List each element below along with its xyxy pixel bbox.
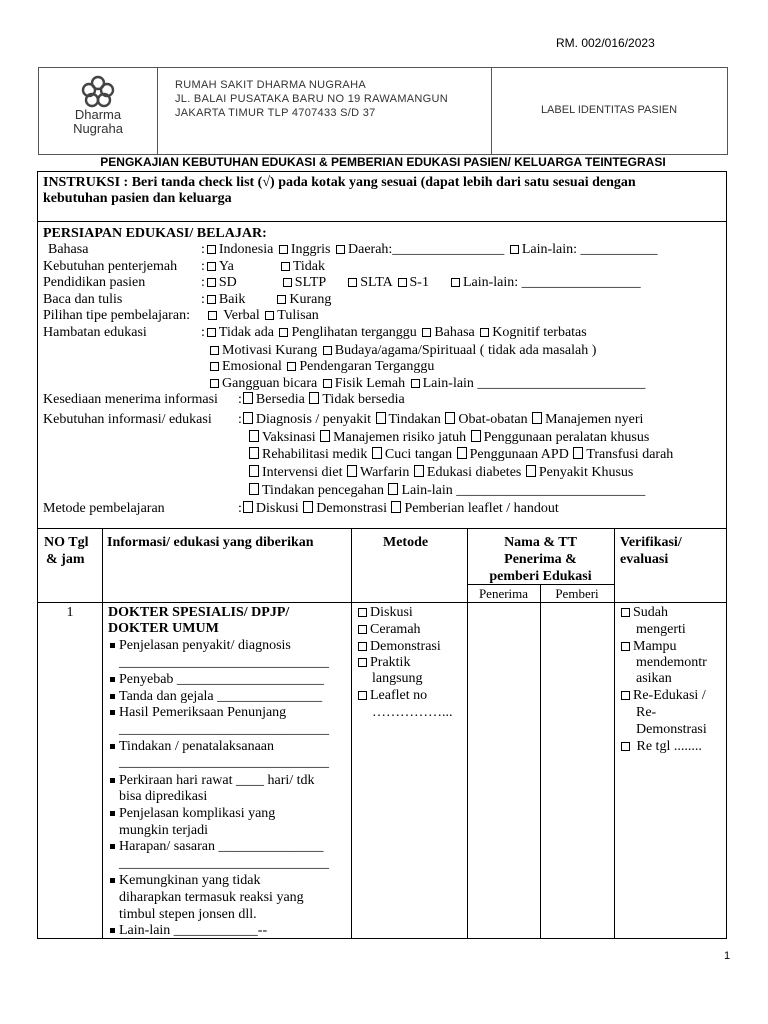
checkbox-icon[interactable] xyxy=(358,625,367,634)
checkbox-icon[interactable] xyxy=(265,311,274,320)
metode-item: Ceramah xyxy=(356,622,421,638)
checkbox-icon[interactable] xyxy=(249,447,259,459)
th-no-1: NO Tgl xyxy=(44,535,89,550)
metode-options: : Diskusi Demonstrasi Pemberian leaflet / handout xyxy=(238,501,559,516)
metode-label: Metode pembelajaran xyxy=(43,501,165,516)
th-info: Informasi/ edukasi yang diberikan xyxy=(107,535,314,550)
tipe-label: Pilihan tipe pembelajaran: xyxy=(43,308,190,323)
th-no-2: & jam xyxy=(46,552,85,567)
bahasa-label: Bahasa xyxy=(48,242,89,257)
hambatan-row-1: : Tidak ada Penglihatan terganggu Bahasa Kognitif terbatas xyxy=(201,325,587,340)
info-item: Tindakan / penatalaksanaan xyxy=(110,739,274,755)
metode-item-cont: langsung xyxy=(372,671,423,686)
metode-item: Demonstrasi xyxy=(356,639,441,655)
pendidikan-label: Pendidikan pasien xyxy=(43,275,146,290)
checkbox-icon[interactable] xyxy=(279,328,288,337)
checkbox-icon[interactable] xyxy=(457,447,467,459)
record-number: RM. 002/016/2023 xyxy=(556,36,655,50)
info-item: Hasil Pemeriksaan Penunjang xyxy=(110,705,286,721)
info-item: Penjelasan penyakit/ diagnosis xyxy=(110,638,291,654)
col-line-1 xyxy=(102,528,103,938)
verif-item-cont: mendemontr xyxy=(636,655,707,670)
checkbox-icon[interactable] xyxy=(510,245,519,254)
prep-title: PERSIAPAN EDUKASI/ BELAJAR: xyxy=(43,226,267,241)
penerjemah-label: Kebutuhan penterjemah xyxy=(43,259,178,274)
hospital-name: RUMAH SAKIT DHARMA NUGRAHA xyxy=(175,79,366,91)
info-item: Lain-lain ____________-- xyxy=(110,923,267,939)
checkbox-icon[interactable] xyxy=(303,501,313,513)
instruction-line-2: kebutuhan pasien dan keluarga xyxy=(43,191,232,206)
divider-table-header xyxy=(38,528,726,529)
metode-item: Praktik xyxy=(356,655,410,671)
metode-item: Diskusi xyxy=(356,605,413,621)
info-item-line: ______________________________ xyxy=(119,755,329,770)
info-item-cont: diharapkan termasuk reaksi yang xyxy=(119,890,304,905)
kebutuhan-row-2: Vaksinasi Manajemen risiko jatuh Penggunaan peralatan khusus xyxy=(248,430,649,446)
verif-item: Sudah xyxy=(619,605,668,621)
checkbox-icon[interactable] xyxy=(358,608,367,617)
divider-table-row xyxy=(38,602,726,603)
th-nama-2: Penerima & xyxy=(504,552,577,567)
checkbox-icon[interactable] xyxy=(208,311,217,320)
checkbox-icon[interactable] xyxy=(207,295,216,304)
checkbox-icon[interactable] xyxy=(358,642,367,651)
letterhead xyxy=(38,67,728,155)
checkbox-icon[interactable] xyxy=(388,483,398,495)
checkbox-icon[interactable] xyxy=(411,379,420,388)
info-item-cont: bisa dipredikasi xyxy=(119,789,208,804)
info-item: Tanda dan gejala _______________ xyxy=(110,689,322,705)
checkbox-icon[interactable] xyxy=(471,430,481,442)
kebutuhan-row-1: : Diagnosis / penyakit Tindakan Obat-obatan Manajemen nyeri xyxy=(238,412,644,427)
tipe-options: Verbal Tulisan xyxy=(206,308,319,324)
col-line-2 xyxy=(351,528,352,938)
info-item-line: ______________________________ xyxy=(119,722,329,737)
checkbox-icon[interactable] xyxy=(621,608,630,617)
checkbox-icon[interactable] xyxy=(422,328,431,337)
kesediaan-label: Kesediaan menerima informasi xyxy=(43,392,218,407)
baca-options: : Baik Kurang xyxy=(201,292,332,307)
checkbox-icon[interactable] xyxy=(320,430,330,442)
checkbox-icon[interactable] xyxy=(573,447,583,459)
verif-item-cont: asikan xyxy=(636,671,672,686)
instruction-line-1: INSTRUKSI : Beri tanda check list (√) pada kotak yang sesuai (dapat lebih dari satu sesuai dengan xyxy=(43,175,636,190)
hambatan-row-2: Motivasi Kurang Budaya/agama/Spirituaal ( tidak ada masalah ) xyxy=(208,343,596,359)
checkbox-icon[interactable] xyxy=(207,328,216,337)
hospital-address-2: JAKARTA TIMUR TLP 4707433 S/D 37 xyxy=(175,107,376,119)
hospital-info xyxy=(175,78,448,120)
checkbox-icon[interactable] xyxy=(347,465,357,477)
th-verif-2: evaluasi xyxy=(620,552,669,567)
th-penerima: Penerima xyxy=(478,586,529,601)
pendidikan-options: : SD SLTP SLTA S-1 Lain-lain: _________________ xyxy=(201,275,641,290)
baca-label: Baca dan tulis xyxy=(43,292,123,307)
metode-item-cont: ……………... xyxy=(372,705,453,720)
info-item: Harapan/ sasaran _______________ xyxy=(110,839,324,855)
checkbox-icon[interactable] xyxy=(281,262,290,271)
kebutuhan-label: Kebutuhan informasi/ edukasi xyxy=(43,412,212,427)
kesediaan-options: : Bersedia Tidak bersedia xyxy=(238,392,405,407)
logo xyxy=(39,68,158,154)
checkbox-icon[interactable] xyxy=(207,278,216,287)
checkbox-icon[interactable] xyxy=(532,412,542,424)
info-item-cont: timbul stepen jonsen dll. xyxy=(119,907,257,922)
info-item: Perkiraan hari rawat ____ hari/ tdk xyxy=(110,773,315,789)
checkbox-icon[interactable] xyxy=(323,379,332,388)
logo-line2: Nugraha xyxy=(73,121,123,136)
verif-item-cont: Demonstrasi xyxy=(636,722,707,737)
metode-item: Leaflet no xyxy=(356,688,427,704)
checkbox-icon[interactable] xyxy=(398,278,407,287)
checkbox-icon[interactable] xyxy=(358,691,367,700)
kebutuhan-row-5: Tindakan pencegahan Lain-lain ___________________________ xyxy=(248,483,645,499)
kebutuhan-row-3: Rehabilitasi medik Cuci tangan Penggunaan APD Transfusi darah xyxy=(248,447,673,463)
checkbox-icon[interactable] xyxy=(621,742,630,751)
checkbox-icon[interactable] xyxy=(526,465,536,477)
form-title: PENGKAJIAN KEBUTUHAN EDUKASI & PEMBERIAN EDUKASI PASIEN/ KELUARGA TEINTEGRASI xyxy=(100,155,666,169)
verif-item: Re-Edukasi / xyxy=(619,688,706,704)
info-item: Kemungkinan yang tidak xyxy=(110,873,261,889)
info-item-line: ______________________________ xyxy=(119,856,329,871)
checkbox-icon[interactable] xyxy=(283,278,292,287)
verif-item-cont: Re- xyxy=(636,705,657,720)
th-nama-1: Nama & TT xyxy=(504,535,577,550)
col-line-5 xyxy=(614,528,615,938)
form-frame xyxy=(37,171,727,939)
row-title-2: DOKTER UMUM xyxy=(108,621,219,636)
checkbox-icon[interactable] xyxy=(309,392,319,404)
checkbox-icon[interactable] xyxy=(621,691,630,700)
checkbox-icon[interactable] xyxy=(249,465,259,477)
th-metode: Metode xyxy=(383,535,429,550)
checkbox-icon[interactable] xyxy=(372,447,382,459)
checkbox-icon[interactable] xyxy=(279,245,288,254)
th-verif-1: Verifikasi/ xyxy=(620,535,682,550)
checkbox-icon[interactable] xyxy=(445,412,455,424)
info-item: Penjelasan komplikasi yang xyxy=(110,806,275,822)
checkbox-icon[interactable] xyxy=(243,392,253,404)
checkbox-icon[interactable] xyxy=(243,501,253,513)
verif-item-cont: mengerti xyxy=(636,622,686,637)
th-nama-3: pemberi Edukasi xyxy=(489,569,592,584)
flower-logo-icon xyxy=(78,75,118,109)
info-item: Penyebab _____________________ xyxy=(110,672,324,688)
divider-instruction xyxy=(38,221,726,222)
row-title-1: DOKTER SPESIALIS/ DPJP/ xyxy=(108,605,290,620)
th-pemberi: Pemberi xyxy=(555,586,599,601)
checkbox-icon[interactable] xyxy=(207,262,216,271)
checkbox-icon[interactable] xyxy=(210,379,219,388)
checkbox-icon[interactable] xyxy=(480,328,489,337)
checkbox-icon[interactable] xyxy=(210,362,219,371)
col-line-4 xyxy=(540,584,541,938)
verif-item: Re tgl ........ xyxy=(619,739,702,755)
bahasa-options: : Indonesia Inggris Daerah:________________ Lain-lain: ___________ xyxy=(201,242,658,257)
checkbox-icon[interactable] xyxy=(249,430,259,442)
checkbox-icon[interactable] xyxy=(287,362,296,371)
logo-line1: Dharma xyxy=(74,107,122,122)
hambatan-row-3: Emosional Pendengaran Terganggu xyxy=(208,359,434,375)
checkbox-icon[interactable] xyxy=(621,642,630,651)
checkbox-icon[interactable] xyxy=(336,245,345,254)
checkbox-icon[interactable] xyxy=(391,501,401,513)
checkbox-icon[interactable] xyxy=(414,465,424,477)
checkbox-icon[interactable] xyxy=(376,412,386,424)
verif-item: Mampu xyxy=(619,639,677,655)
info-item-line: ______________________________ xyxy=(119,655,329,670)
checkbox-icon[interactable] xyxy=(277,295,286,304)
hambatan-label: Hambatan edukasi xyxy=(43,325,147,340)
checkbox-icon[interactable] xyxy=(249,483,259,495)
checkbox-icon[interactable] xyxy=(358,658,367,667)
kebutuhan-row-4: Intervensi diet Warfarin Edukasi diabetes Penyakit Khusus xyxy=(248,465,633,481)
checkbox-icon[interactable] xyxy=(210,346,219,355)
checkbox-icon[interactable] xyxy=(451,278,460,287)
checkbox-icon[interactable] xyxy=(243,412,253,424)
logo-text xyxy=(39,108,157,136)
hospital-address-1: JL. BALAI PUSATAKA BARU NO 19 RAWAMANGUN xyxy=(175,93,449,105)
checkbox-icon[interactable] xyxy=(323,346,332,355)
checkbox-icon[interactable] xyxy=(207,245,216,254)
penerjemah-options: : Ya Tidak xyxy=(201,259,325,274)
row-number: 1 xyxy=(66,605,74,620)
info-item-cont: mungkin terjadi xyxy=(119,823,209,838)
patient-label-area: LABEL IDENTITAS PASIEN xyxy=(540,104,678,116)
page-number: 1 xyxy=(724,950,731,962)
hambatan-row-4: Gangguan bicara Fisik Lemah Lain-lain ________________________ xyxy=(208,376,645,392)
checkbox-icon[interactable] xyxy=(348,278,357,287)
